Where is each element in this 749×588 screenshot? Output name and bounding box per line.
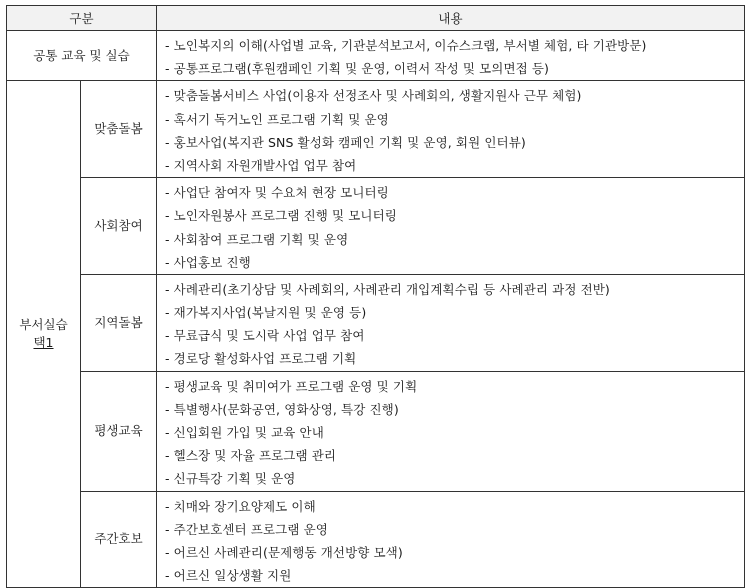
header-category: 구분 — [7, 6, 157, 31]
list-item: - 홍보사업(복지관 SNS 활성화 캠페인 기획 및 운영, 회원 인터뷰) — [165, 134, 526, 150]
list-item: - 평생교육 및 취미여가 프로그램 운영 및 기획 — [165, 378, 418, 394]
dept-group-label: 평생교육 — [81, 371, 157, 491]
list-item: - 사례관리(초기상담 및 사례회의, 사례관리 개입계획수립 등 사례관리 과정 전반) — [165, 281, 610, 297]
dept-group-items — [157, 491, 745, 588]
list-item: - 경로당 활성화사업 프로그램 기획 — [165, 351, 357, 367]
training-program-table — [6, 5, 745, 588]
dept-practice-label-line2: 택1 — [33, 335, 54, 351]
dept-group-row — [7, 491, 745, 588]
dept-group-items — [157, 371, 745, 491]
list-item: - 사업단 참여자 및 수요처 현장 모니터링 — [165, 185, 389, 201]
dept-group-items — [157, 178, 745, 275]
list-item: - 무료급식 및 도시락 사업 업무 참여 — [165, 328, 365, 344]
list-item: - 신규특강 기획 및 운영 — [165, 471, 296, 487]
dept-group-label: 맞춤돌봄 — [81, 81, 157, 178]
list-item: - 노인복지의 이해(사업별 교육, 기관분석보고서, 이슈스크랩, 부서별 체험, 타 기관방문) — [165, 38, 647, 53]
list-item: - 치매와 장기요양제도 이해 — [165, 498, 316, 514]
list-item: - 사업홍보 진행 — [165, 254, 251, 270]
dept-group-label: 사회참여 — [81, 178, 157, 275]
dept-group-items — [157, 81, 745, 178]
list-item: - 공통프로그램(후원캠페인 기획 및 운영, 이력서 작성 및 모의면접 등) — [165, 61, 550, 77]
dept-group-items — [157, 274, 745, 371]
common-label: 공통 교육 및 실습 — [7, 31, 157, 81]
list-item: - 지역사회 자원개발사업 업무 참여 — [165, 157, 357, 173]
dept-practice-label — [7, 81, 81, 588]
header-content: 내용 — [157, 6, 745, 31]
header-row — [7, 6, 745, 31]
list-item: - 재가복지사업(복날지원 및 운영 등) — [165, 305, 367, 321]
common-items — [157, 31, 745, 81]
list-item: - 주간보호센터 프로그램 운영 — [165, 521, 328, 537]
dept-group-label: 지역돌봄 — [81, 274, 157, 371]
dept-group-row — [7, 274, 745, 371]
list-item: - 신입회원 가입 및 교육 안내 — [165, 425, 324, 440]
dept-group-row — [7, 371, 745, 491]
dept-practice-label-line1: 부서실습 — [19, 317, 68, 333]
dept-group-label: 주간호보 — [81, 491, 157, 588]
list-item: - 어르신 사례관리(문제행동 개선방향 모색) — [165, 544, 403, 560]
list-item: - 사회참여 프로그램 기획 및 운영 — [165, 231, 349, 247]
dept-group-row — [7, 178, 745, 275]
list-item: - 헬스장 및 자율 프로그램 관리 — [165, 448, 337, 464]
dept-group-row — [7, 81, 745, 178]
list-item: - 어르신 일상생활 지원 — [165, 568, 292, 584]
list-item: - 맞춤돌봄서비스 사업(이용자 선정조사 및 사례회의, 생활지원사 근무 체험) — [165, 88, 582, 104]
list-item: - 특별행사(문화공연, 영화상영, 특강 진행) — [165, 401, 399, 417]
list-item: - 노인자원봉사 프로그램 진행 및 모니터링 — [165, 208, 397, 224]
list-item: - 혹서기 독거노인 프로그램 기획 및 운영 — [165, 111, 389, 127]
common-row — [7, 31, 745, 81]
